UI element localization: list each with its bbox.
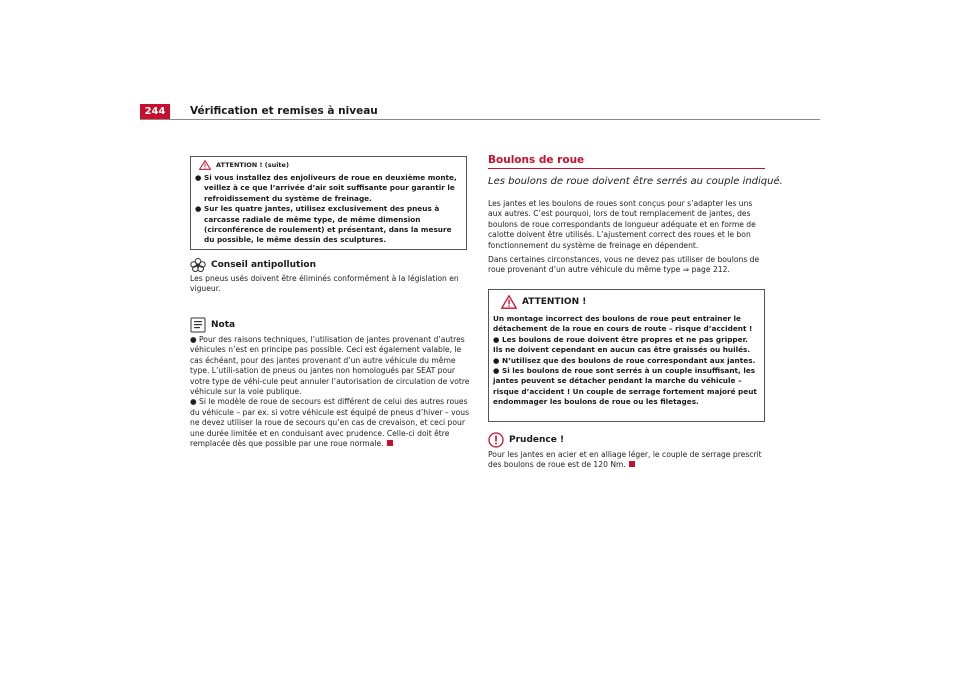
warning-triangle-icon	[199, 160, 211, 170]
warning-continued-item: ● Sur les quatre jantes, utilisez exclusivement des pneus à carcasse radiale de même type, de même dimension (circonférence de roulement) et présentant, dans la mesure du possible, le même dessin des sculptures.	[195, 204, 452, 245]
page-reference-arrow: ⇒	[682, 265, 690, 275]
eco-title: Conseil antipollution	[211, 260, 317, 270]
warning-continued-item: ● Si vous installez des enjoliveurs de roue en deuxième monte, veillez à ce que l’arrivée d’air soit suffisante pour garantir le refroidissement du système de freinage.	[195, 173, 457, 203]
warning-item: ● Si les boulons de roue sont serrés à un couple insuffisant, les jantes peuvent se détacher pendant la marche du véhicule – risque d’accident ! Un couple de serrage fortement majoré peut endommager les boulons de roue ou les filetages.	[493, 366, 757, 407]
header-divider	[140, 119, 820, 120]
bullet: ●	[493, 355, 500, 365]
section-title: Boulons de roue	[488, 154, 585, 166]
section-body	[488, 199, 768, 276]
warning-intro: Un montage incorrect des boulons de roue peut entraîner le détachement de la roue en cours de route – risque d’accident !	[493, 314, 753, 334]
end-marker	[387, 440, 393, 446]
bullet: ●	[190, 335, 197, 344]
caution-section	[488, 432, 768, 471]
caution-header	[488, 432, 768, 448]
section-paragraph-1: Les jantes et les boulons de roues sont conçus pour s’adapter les uns aux autres. C’est pourquoi, lors de tout remplacement de jantes, des boulons de roue correspondants de longueur adéquate et en forme de calotte doivent être utilisés. L’ajustement correct des roues et le bon fonctionnement du système de freinage en dépendent.	[488, 199, 756, 250]
eco-text: Les pneus usés doivent être éliminés conformément à la législation en vigueur.	[190, 274, 459, 294]
bullet: ●	[195, 173, 202, 182]
eco-section	[190, 258, 470, 295]
warning-continued-title: ATTENTION ! (suite)	[216, 161, 289, 169]
note-item: ● Pour des raisons techniques, l’utilisation de jantes provenant d’autres véhicules n’est en principe pas possible. Ceci est également valable, le cas échéant, pour des jantes provenant d’un autre véhicule du même type. L’utili-sation de pneus ou jantes non homologués par SEAT pour votre type de véhi-cule peut annuler l’autorisation de circulation de votre véhicule sur la voie publique.	[190, 335, 470, 397]
end-marker	[629, 461, 635, 467]
bullet: ●	[493, 334, 500, 344]
warning-title: ATTENTION !	[522, 297, 587, 307]
flower-icon	[190, 258, 206, 272]
page-number: 244	[140, 104, 170, 119]
section-paragraph-2: Dans certaines circonstances, vous ne devez pas utiliser de boulons de roue provenant d’un autre véhicule du même type ⇒ page 212.	[488, 255, 760, 275]
bullet: ●	[190, 397, 197, 407]
bullet: ●	[195, 204, 202, 214]
note-title: Nota	[211, 320, 236, 330]
warning-continued-header	[199, 157, 462, 173]
page-title: Vérification et remises à niveau	[190, 105, 378, 117]
warning-continued-box	[190, 156, 467, 250]
warning-header	[501, 290, 760, 314]
page-reference-link[interactable]: page 212.	[691, 265, 730, 275]
note-header	[190, 317, 470, 333]
note-icon	[190, 317, 206, 333]
section-divider	[488, 168, 765, 169]
warning-item: ● Les boulons de roue doivent être propres et ne pas gripper. Ils ne doivent cependant en aucun cas être graissés ou huilés.	[493, 334, 751, 355]
bullet: ●	[493, 366, 500, 376]
warning-box	[488, 289, 765, 422]
section-subtitle: Les boulons de roue doivent être serrés au couple indiqué.	[488, 176, 783, 187]
note-section	[190, 317, 470, 449]
warning-triangle-icon	[501, 295, 517, 309]
exclamation-circle-icon	[488, 432, 504, 448]
caution-title: Prudence !	[509, 435, 565, 445]
caution-text: Pour les jantes en acier et en alliage léger, le couple de serrage prescrit des boulons de roue est de 120 Nm.	[488, 450, 762, 470]
eco-header	[190, 258, 470, 272]
warning-item: ● N’utilisez que des boulons de roue correspondant aux jantes.	[493, 355, 756, 365]
note-item: ● Si le modèle de roue de secours est différent de celui des autres roues du véhicule – par ex. si votre véhicule est équipé de pneus d’hiver – vous ne devez utiliser la roue de secours qu’en cas de crevaison, et ceci pour une durée limitée et en conduisant avec prudence. Celle-ci doit être remplacée dès que possible par une roue normale.	[190, 397, 470, 449]
